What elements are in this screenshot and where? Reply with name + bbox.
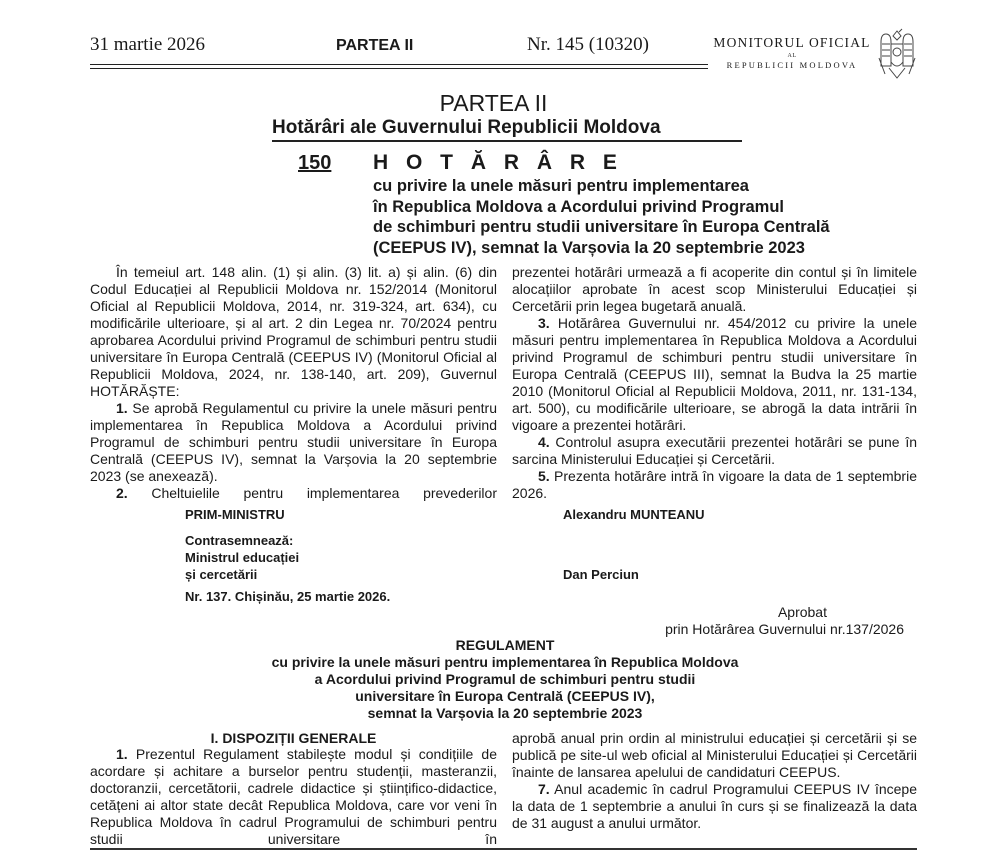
act-type: H O T Ă R Â R E [373,151,623,174]
section-title: Hotărâri ale Guvernului Republicii Moldova [272,117,661,138]
paragraph-text: Hotărârea Guvernului nr. 454/2012 cu privire la unele măsuri pentru implementarea în Republica Moldova a Acordului privind Programul de schimburi pentru studii universitare în Europa Centrală (CEEPUS III), semnat la Budva la 25 martie 2010 (Monitorul Oficial al Republicii Moldova, 2011, nr. 131-134, art. 500), cu modificările ulterioare, se abrogă la data intrării în vigoare a prezentei hotărâri. [512,315,917,433]
paragraph-number: 1. [116,746,128,762]
issue-number: Nr. 145 (10320) [527,34,649,55]
approval-line1: Aprobat [777,604,827,620]
prime-minister-name: Alexandru MUNTEANU [563,507,705,522]
paragraph-2 [90,485,497,502]
header-double-rule [90,64,708,69]
approval-note [600,604,904,638]
paragraph-2-continued: prezentei hotărâri urmează a fi acoperite din contul și în limitele alocațiilor aprobate în acest scop Ministerului Educației și Cercetării prin legea bugetară anuală. [512,264,917,314]
prime-minister-label: PRIM-MINISTRU [185,507,285,522]
paragraph-5 [512,468,917,502]
minister-name: Dan Perciun [563,567,639,582]
paragraph-4 [512,434,917,468]
publication-title: MONITORUL OFICIAL [713,35,871,50]
paragraph-number: 3. [538,315,550,331]
act-subtitle-line: cu privire la unele măsuri pentru implementarea [373,177,749,195]
act-subtitle-line: de schimburi pentru studii universitare în Europa Centrală [373,218,830,236]
paragraph-text: Se aprobă Regulamentul cu privire la unele măsuri pentru implementarea în Republica Moldova a Acordului privind Programul de schimburi pentru studii universitare în Europa Centrală (CEEPUS IV), semnat la Varșovia la 20 septembrie 2023 (se anexează). [90,400,497,484]
regulation-subtitle-line: semnat la Varșovia la 20 septembrie 2023 [367,705,643,721]
document-reference: Nr. 137. Chișinău, 25 martie 2026. [185,589,391,604]
regulation-paragraph-6-continued: aprobă anual prin ordin al ministrului educației și cercetării și se publică pe site-ul web oficial al Ministerului Educației și Cercetării înainte de lansarea apelului de candidaturi CEEPUS. [512,730,917,780]
paragraph-number: 1. [116,400,128,416]
regulation-subtitle-line: universitare în Europa Centrală (CEEPUS IV), [355,688,655,704]
paragraph-number: 2. [116,485,128,501]
regulation-column-left [90,746,497,848]
regulation-paragraph-1 [90,746,497,848]
countersign-block [185,532,299,583]
paragraph-text: Controlul asupra executării prezentei hotărâri se pune în sarcina Ministerului Educației și Cercetării. [512,434,917,467]
act-subtitle-line: în Republica Moldova a Acordului privind Programul [373,197,785,216]
paragraph-text: Cheltuielile pentru implementarea prevederilor [127,485,497,501]
paragraph-text: Anul academic în cadrul Programului CEEPUS IV începe la data de 1 septembrie a anului în curs și se finalizează la data de 31 august a anului următor. [512,781,917,831]
paragraph-number: 7. [538,781,550,797]
paragraph-number: 5. [538,468,550,484]
preamble: În temeiul art. 148 alin. (1) și alin. (3) lit. a) și alin. (6) din Codul Educației al Republicii Moldova nr. 152/2014 (Monitorul Oficial al Republicii Moldova, 2014, nr. 319-324, art. 634), cu modificările ulterioare, și al art. 2 din Legea nr. 70/2024 pentru aprobarea Acordului privind Programul de schimburi pentru studii universitare în Europa Centrală (CEEPUS IV) (Monitorul Oficial al Republicii Moldova, 2024, nr. 138-140, art. 209), Guvernul HOTĂRĂȘTE: [90,264,497,399]
regulation-column-right [512,730,917,832]
section-title-underline [272,140,742,142]
issue-date: 31 martie 2026 [90,34,206,55]
regulation-title: REGULAMENT [455,637,555,653]
paragraph-text: Prezentul Regulament stabilește modul și condițiile de acordare și achitare a burselor pentru studenții, masteranzii, doctoranzii, cercetătorii, cadrele didactice și științifico-didactice, cetățeni ai altor state decât Republica Moldova, care vor veni în Republica Moldova în cadrul Programului de schimburi pentru studii universitare în [90,746,497,847]
regulation-heading [0,637,987,722]
paragraph-1 [90,400,497,485]
regulation-subtitle-line: a Acordului privind Programul de schimburi pentru studii [314,671,696,687]
countersign-label: Contrasemnează: [185,533,294,548]
coat-of-arms-icon [877,28,917,80]
act-subtitle [373,176,830,258]
act-number: 150 [298,152,332,174]
minister-title-line2: și cercetării [185,567,258,582]
body-column-right [512,264,917,502]
publication-title-al: AL [787,53,797,59]
regulation-paragraph-7 [512,781,917,832]
publication-title-republic: REPUBLICII MOLDOVA [726,60,858,70]
body-column-left [90,264,497,502]
minister-title-line1: Ministrul educației [185,550,300,565]
header-part-label: PARTEA II [336,37,414,54]
paragraph-number: 4. [538,434,550,450]
chapter-title: I. DISPOZIȚII GENERALE [210,730,377,746]
regulation-subtitle-line: cu privire la unele măsuri pentru implementarea în Republica Moldova [271,654,739,670]
paragraph-3 [512,315,917,434]
act-subtitle-line: (CEEPUS IV), semnat la Varșovia la 20 septembrie 2023 [373,238,805,257]
paragraph-text: Prezenta hotărâre intră în vigoare la data de 1 septembrie 2026. [512,468,917,501]
approval-line2: prin Hotărârea Guvernului nr.137/2026 [665,621,904,637]
part-title: PARTEA II [439,90,548,116]
